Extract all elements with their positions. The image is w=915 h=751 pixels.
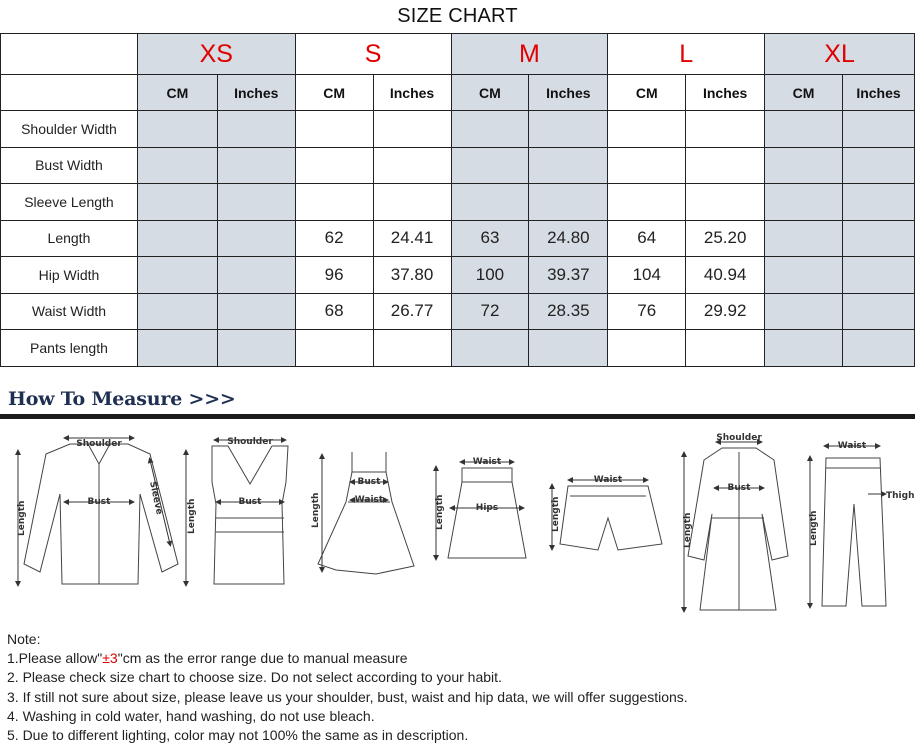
value-cell: [451, 330, 529, 367]
value-cell: [373, 111, 451, 148]
value-cell: 24.80: [529, 220, 608, 257]
value-cell: [137, 257, 217, 294]
value-cell: [529, 147, 608, 184]
row-label: Shoulder Width: [1, 111, 138, 148]
unit-cm: CM: [137, 75, 217, 111]
waist-label: Waist: [837, 441, 867, 451]
row-label: Length: [1, 220, 138, 257]
value-cell: 62: [295, 220, 373, 257]
value-cell: [608, 111, 686, 148]
unit-cm: CM: [608, 75, 686, 111]
value-cell: [295, 111, 373, 148]
unit-cm: CM: [451, 75, 529, 111]
value-cell: 37.80: [373, 257, 451, 294]
value-cell: 39.37: [529, 257, 608, 294]
measurement-diagrams: [0, 424, 915, 624]
size-label: XS: [199, 40, 233, 68]
shoulder-label: Shoulder: [76, 439, 122, 449]
size-l-header: [608, 34, 765, 75]
hips-label: Hips: [475, 503, 499, 513]
note-1-post: "cm as the error range due to manual measure: [117, 650, 408, 667]
size-label: L: [679, 40, 694, 68]
value-cell: [686, 111, 765, 148]
value-cell: [608, 184, 686, 221]
length-label: Length: [551, 496, 561, 532]
thigh-label: Thigh: [886, 491, 915, 501]
value-cell: [608, 330, 686, 367]
unit-cm: CM: [765, 75, 843, 111]
size-label: M: [518, 40, 540, 68]
value-cell: [373, 147, 451, 184]
value-cell: [217, 147, 295, 184]
trousers-diagram: [810, 446, 886, 606]
value-cell: 72: [451, 293, 529, 330]
size-chart-table: [0, 33, 915, 367]
value-cell: 26.77: [373, 293, 451, 330]
length-label: Length: [683, 512, 693, 548]
value-cell: [217, 220, 295, 257]
value-cell: [843, 330, 915, 367]
value-cell: [295, 330, 373, 367]
note-4: 4. Washing in cold water, hand washing, do not use bleach.: [7, 707, 375, 724]
value-cell: 96: [295, 257, 373, 294]
value-cell: [686, 147, 765, 184]
table-row: [1, 220, 915, 257]
value-cell: [843, 111, 915, 148]
notes-heading: Note:: [7, 631, 41, 647]
shoulder-label: Shoulder: [227, 437, 273, 447]
value-cell: [373, 330, 451, 367]
size-m-header: [451, 34, 608, 75]
value-cell: [137, 293, 217, 330]
value-cell: [529, 330, 608, 367]
unit-cm: CM: [295, 75, 373, 111]
table-row: [1, 147, 915, 184]
value-cell: [686, 330, 765, 367]
value-cell: [765, 111, 843, 148]
value-cell: [451, 147, 529, 184]
value-cell: [843, 257, 915, 294]
length-label: Length: [187, 498, 197, 534]
unit-inches: Inches: [373, 75, 451, 111]
unit-inches: Inches: [217, 75, 295, 111]
size-label: XL: [824, 40, 855, 68]
value-cell: [137, 330, 217, 367]
value-cell: [765, 293, 843, 330]
value-cell: [137, 147, 217, 184]
value-cell: [217, 293, 295, 330]
unit-inches: Inches: [843, 75, 915, 111]
value-cell: [765, 220, 843, 257]
size-chart-body: [1, 34, 915, 367]
bust-label: Bust: [727, 483, 751, 493]
value-cell: 28.35: [529, 293, 608, 330]
table-row: [1, 111, 915, 148]
row-label: Hip Width: [1, 257, 138, 294]
value-cell: [137, 220, 217, 257]
value-cell: [217, 257, 295, 294]
page-title: SIZE CHART: [397, 5, 518, 27]
value-cell: [843, 184, 915, 221]
value-cell: [843, 147, 915, 184]
table-row: [1, 293, 915, 330]
note-3: 3. If still not sure about size, please leave us your shoulder, bust, waist and hip data, we will offer suggestions.: [7, 688, 688, 705]
length-label: Length: [311, 492, 321, 528]
value-cell: 76: [608, 293, 686, 330]
unit-header-row: [1, 75, 915, 111]
value-cell: [451, 111, 529, 148]
value-cell: 100: [451, 257, 529, 294]
dress-diagram: [318, 452, 414, 574]
shorts-diagram: [552, 480, 662, 550]
value-cell: [451, 184, 529, 221]
value-cell: [608, 147, 686, 184]
table-row: [1, 330, 915, 367]
value-cell: [765, 257, 843, 294]
bust-label: Bust: [357, 477, 381, 487]
bust-label: Bust: [87, 497, 111, 507]
waist-label: Waist: [472, 457, 502, 467]
value-cell: [295, 147, 373, 184]
value-cell: 68: [295, 293, 373, 330]
row-label: Pants length: [1, 330, 138, 367]
length-label: Length: [809, 510, 819, 546]
note-1-tolerance: ±3: [102, 650, 118, 667]
unit-inches: Inches: [686, 75, 765, 111]
value-cell: [137, 184, 217, 221]
size-header-row: [1, 34, 915, 75]
note-1: [7, 649, 688, 668]
tank-diagram: [186, 440, 288, 584]
value-cell: 40.94: [686, 257, 765, 294]
table-row: [1, 257, 915, 294]
unit-corner-cell: [1, 75, 138, 111]
size-xl-header: [765, 34, 915, 75]
value-cell: [765, 147, 843, 184]
value-cell: [843, 220, 915, 257]
value-cell: [137, 111, 217, 148]
coat-diagram: [684, 442, 788, 610]
heading-divider: [0, 414, 915, 419]
note-1-pre: 1.Please allow": [7, 650, 103, 667]
value-cell: [217, 111, 295, 148]
table-row: [1, 184, 915, 221]
value-cell: [765, 184, 843, 221]
size-label: S: [364, 40, 382, 68]
value-cell: 24.41: [373, 220, 451, 257]
bust-label: Bust: [238, 497, 262, 507]
sleeve-label: Sleeve: [147, 480, 164, 516]
waist-label: Waist: [354, 495, 384, 505]
value-cell: [217, 330, 295, 367]
value-cell: 25.20: [686, 220, 765, 257]
corner-cell: [1, 34, 138, 75]
row-label: Bust Width: [1, 147, 138, 184]
value-cell: [295, 184, 373, 221]
shoulder-label: Shoulder: [716, 433, 762, 443]
value-cell: [529, 184, 608, 221]
size-s-header: [295, 34, 451, 75]
value-cell: [373, 184, 451, 221]
how-to-measure-heading: How To Measure >>>: [8, 388, 236, 410]
value-cell: [529, 111, 608, 148]
row-label: Sleeve Length: [1, 184, 138, 221]
value-cell: [686, 184, 765, 221]
note-5: 5. Due to different lighting, color may not 100% the same as in description.: [7, 727, 469, 744]
length-label: Length: [435, 494, 445, 530]
size-xs-header: [137, 34, 295, 75]
value-cell: 63: [451, 220, 529, 257]
note-2: 2. Please check size chart to choose size. Do not select according to your habit.: [7, 669, 502, 686]
value-cell: 64: [608, 220, 686, 257]
length-label: Length: [17, 500, 27, 536]
value-cell: 29.92: [686, 293, 765, 330]
waist-label: Waist: [593, 475, 623, 485]
value-cell: 104: [608, 257, 686, 294]
value-cell: [843, 293, 915, 330]
notes-section: [7, 630, 688, 745]
value-cell: [765, 330, 843, 367]
row-label: Waist Width: [1, 293, 138, 330]
value-cell: [217, 184, 295, 221]
unit-inches: Inches: [529, 75, 608, 111]
